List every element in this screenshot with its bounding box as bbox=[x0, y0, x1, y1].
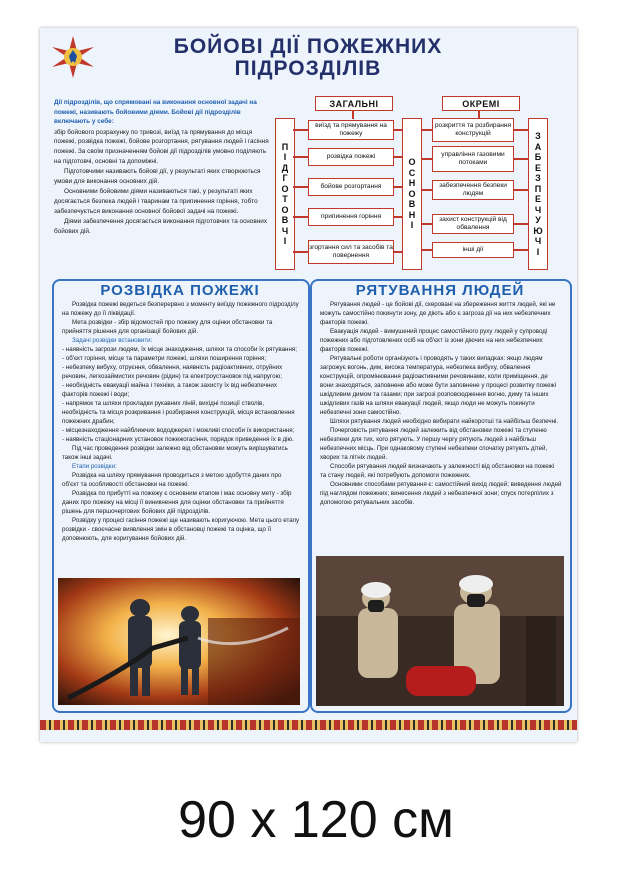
connector-line bbox=[514, 129, 529, 131]
vertical-letter: О bbox=[408, 188, 416, 199]
intro-text bbox=[54, 98, 272, 237]
text-line: Розвідку у процесі гасіння пожежі ще називають коригуючою. Мета цього етапу розвідки - своєчасне виявлення змін в обстановці пожежі та оцінка, що її доповнюють, для коригування бойових дій. bbox=[62, 517, 300, 542]
vertical-letter: А bbox=[534, 141, 542, 152]
vertical-letter: О bbox=[281, 183, 289, 194]
connector-line bbox=[394, 156, 403, 158]
vertical-letter: Г bbox=[282, 173, 288, 183]
size-label: 90 x 120 см bbox=[178, 791, 454, 849]
intro-paragraph: Основними бойовими діями називаються такі, у результаті яких досягається безпека людей і тваринам та припинення горіння, тобто забезпечується виконання основної бойової задачі на пожежі. bbox=[54, 188, 258, 215]
connector-line bbox=[293, 251, 309, 253]
vertical-letter: Ч bbox=[534, 236, 542, 246]
text-line: Під час проведення розвідки залежно від обстановки можуть вирішуватись також інші задачі. bbox=[62, 445, 288, 461]
vertical-letter: В bbox=[281, 215, 289, 225]
connector-line bbox=[421, 129, 433, 131]
connector-line bbox=[293, 186, 309, 188]
connector-line bbox=[293, 156, 309, 158]
recon-photo bbox=[58, 578, 300, 705]
special-item: забезпечення безпеки людям bbox=[432, 180, 514, 200]
preparatory-vertical-label bbox=[275, 118, 295, 270]
text-line: - місцезнаходження найближчих вододжерел і можливі способи їх використання; bbox=[62, 427, 295, 434]
connector-line bbox=[514, 249, 529, 251]
general-item: виїзд та прямування на пожежу bbox=[308, 120, 394, 140]
text-line: Розвідка пожежі ведеться безперервно з моменту виїзду пожежного підрозділу на пожежу до її ліквідації. bbox=[62, 301, 299, 317]
connector-line bbox=[514, 223, 529, 225]
text-line: Задачі розвідки встановити: bbox=[72, 337, 153, 344]
connector-line bbox=[394, 251, 403, 253]
vertical-letter: Е bbox=[534, 162, 541, 173]
title-line-2: ПІДРОЗДІЛІВ bbox=[234, 57, 382, 80]
text-line: Рятувальні роботи організують і проводять у таких випадках: якщо людям загрожує вогонь, дим, висока температура, небезпека вибуху, обвалення конструкцій, опромінювання радіоактивними речовинами, коли приміщення, де вони знаходяться, заповнене або може бути заповнене у процесі розвитку пожежі шкідливим димом та газами; при загрозі розповсюдження вогню, диму та інших шкідливих газів на шляхи евакуації людей, якщо люди не можуть покинути небезпечні зони самостійно. bbox=[320, 355, 557, 416]
vertical-letter: Ч bbox=[534, 204, 542, 215]
vertical-letter: Ю bbox=[533, 225, 543, 236]
recon-title: РОЗВІДКА ПОЖЕЖІ bbox=[100, 282, 260, 299]
connector-line bbox=[421, 249, 433, 251]
main-vertical-label bbox=[402, 118, 422, 270]
vertical-letter: І bbox=[536, 246, 540, 257]
vertical-letter: О bbox=[281, 204, 289, 215]
text-line: Рятування людей - це бойові дії, скеровані на збереження життя людей, які не можуть самостійно покинути зону, де діють або є загроза дії на них небезпечних факторів пожежі. bbox=[320, 301, 556, 326]
rescue-title: РЯТУВАННЯ ЛЮДЕЙ bbox=[355, 282, 525, 299]
connector-line bbox=[478, 110, 480, 119]
text-line: Основними способами рятування є: самостійний вихід людей; виведення людей під наглядом пожежних; винесення людей з небезпечної зони; спуск потерпілих з допомогою рятувальних засобів. bbox=[320, 481, 562, 506]
poster bbox=[40, 28, 577, 742]
connector-line bbox=[514, 189, 529, 191]
intro-paragraph: Дії підрозділів, що спрямовані на виконання основної задачі на пожежі, називають бойовими діями. Бойові дії підрозділів включають у себе: bbox=[54, 99, 257, 126]
vertical-letter: Д bbox=[281, 162, 289, 173]
connector-line bbox=[421, 158, 433, 160]
vertical-letter: П bbox=[534, 183, 542, 194]
vertical-letter: П bbox=[281, 141, 289, 152]
special-item: інші дії bbox=[432, 242, 514, 258]
vertical-letter: Ч bbox=[281, 225, 289, 236]
general-item: припинення горіння bbox=[308, 208, 394, 226]
vertical-letter: Б bbox=[534, 152, 542, 162]
special-item: розкриття та розбирання конструкцій bbox=[432, 118, 514, 142]
vertical-letter: Н bbox=[408, 209, 416, 220]
text-line: - наявність стаціонарних установок пожежогасіння, порядок приведення їх в дію. bbox=[62, 436, 294, 443]
text-line: - необхідність евакуації майна і техніки, а також захисту їх від небезпечних факторів пожежі і води; bbox=[62, 382, 277, 398]
text-line: Почерговість рятування людей залежить від обстановки пожежі та ступеню небезпеки для тих, кого рятують. У першу чергу рятують людей з найбільш небезпечних місць. При однаковому ступені небезпеки спочатку рятують дітей, хворих та літніх людей. bbox=[320, 427, 548, 461]
support-vertical-label bbox=[528, 118, 548, 270]
text-line: Способи рятування людей визначають у залежності від обстановки на пожежі та стану людей, які потребують допомоги пожежних. bbox=[320, 463, 555, 479]
general-item: розвідка пожежі bbox=[308, 148, 394, 166]
vertical-letter: З bbox=[535, 131, 541, 141]
bottom-ornament bbox=[40, 720, 577, 730]
vertical-letter: І bbox=[410, 220, 414, 231]
emblem-icon bbox=[50, 34, 96, 80]
intro-paragraph: Діями забезпечення досягається виконання підготовчих та основних бойових дій. bbox=[54, 218, 268, 235]
connector-line bbox=[394, 216, 403, 218]
recon-text bbox=[62, 300, 300, 543]
connector-line bbox=[352, 110, 354, 119]
vertical-letter: У bbox=[535, 215, 541, 225]
text-line: Евакуація людей - вимушений процес самостійного руху людей у супроводі пожежних або підготовлених осіб на об'єкт із зони діючих на них небезпечних факторів пожежі. bbox=[320, 328, 548, 353]
rescue-photo bbox=[316, 556, 564, 706]
vertical-letter: З bbox=[535, 173, 541, 183]
text-line: - небезпеку вибуху, отруєння, обвалення, наявність радіоактивних, отруйних речовин, легкозаймистих речовин (рідин) та електроустановок під напругою; bbox=[62, 364, 283, 380]
intro-paragraph: Підготовчими називають бойові дії, у результаті яких створюються умови для виконання основних дій. bbox=[54, 168, 261, 185]
vertical-letter: Т bbox=[282, 194, 288, 204]
intro-paragraph: збір бойового розрахунку по тривозі, виїзд та прямування до місця пожежі, розвідка пожежі, бойове розгортання, рятування людей і гасіння пожежі. За своїм призначенням бойові дії підрозділів умовно поділяють на підготовчі, основні та допоміжні. bbox=[54, 128, 269, 165]
general-item: бойове розгортання bbox=[308, 178, 394, 196]
connector-line bbox=[293, 129, 309, 131]
text-line: Етапи розвідки: bbox=[72, 463, 117, 470]
vertical-letter: С bbox=[408, 167, 416, 178]
general-header: ЗАГАЛЬНІ bbox=[315, 96, 393, 111]
connector-line bbox=[514, 158, 529, 160]
poster-title bbox=[158, 36, 458, 80]
vertical-letter: В bbox=[408, 199, 416, 210]
connector-line bbox=[293, 216, 309, 218]
connector-line bbox=[421, 189, 433, 191]
vertical-letter: Е bbox=[534, 194, 541, 204]
text-line: Мета розвідки - збір відомостей про пожежу для оцінки обстановки та прийняття рішення для організації бойових дій. bbox=[62, 319, 273, 335]
text-line: Шляхи рятування людей необхідно вибирати найкоротші та найбільш безпечні. bbox=[330, 418, 559, 425]
text-line: - об'єкт горіння, місце та параметри пожежі, шляхи поширення горіння; bbox=[62, 355, 266, 362]
vertical-letter: І bbox=[283, 152, 287, 162]
vertical-letter: Н bbox=[408, 178, 416, 189]
special-item: захист конструкцій від обвалення bbox=[432, 214, 514, 234]
text-line: - напрямок та шляхи прокладки рукавних ліній, вихідні позиції стволів, необхідність та місця розкривання і розбирання конструкцій, місця встановлення пожежних драбин; bbox=[62, 400, 295, 425]
rescue-text bbox=[320, 300, 562, 507]
general-item: згортання сил та засобів та повернення bbox=[308, 240, 394, 264]
connector-line bbox=[421, 223, 433, 225]
text-line: - наявність загрози людям, їх місце знаходження, шляхи та способи їх рятування; bbox=[62, 346, 297, 353]
title-line-1: БОЙОВІ ДІЇ ПОЖЕЖНИХ bbox=[173, 35, 443, 58]
special-header: ОКРЕМІ bbox=[442, 96, 520, 111]
vertical-letter: І bbox=[283, 236, 287, 246]
connector-line bbox=[394, 186, 403, 188]
connector-line bbox=[394, 129, 403, 131]
special-item: управління газовими потоками bbox=[432, 146, 514, 172]
text-line: Розвідка на шляху прямування проводиться з метою здобуття даних про об'єкт та особливості обстановки на пожежі. bbox=[62, 472, 282, 488]
text-line: Розвідка по прибутті на пожежу є основним етапом і має основну мету - збір даних про пожежу на місці її виникнення для оцінки обстановки та прийняття рішень для першочергових бойових дій підрозділів. bbox=[62, 490, 292, 515]
vertical-letter: О bbox=[408, 157, 416, 168]
